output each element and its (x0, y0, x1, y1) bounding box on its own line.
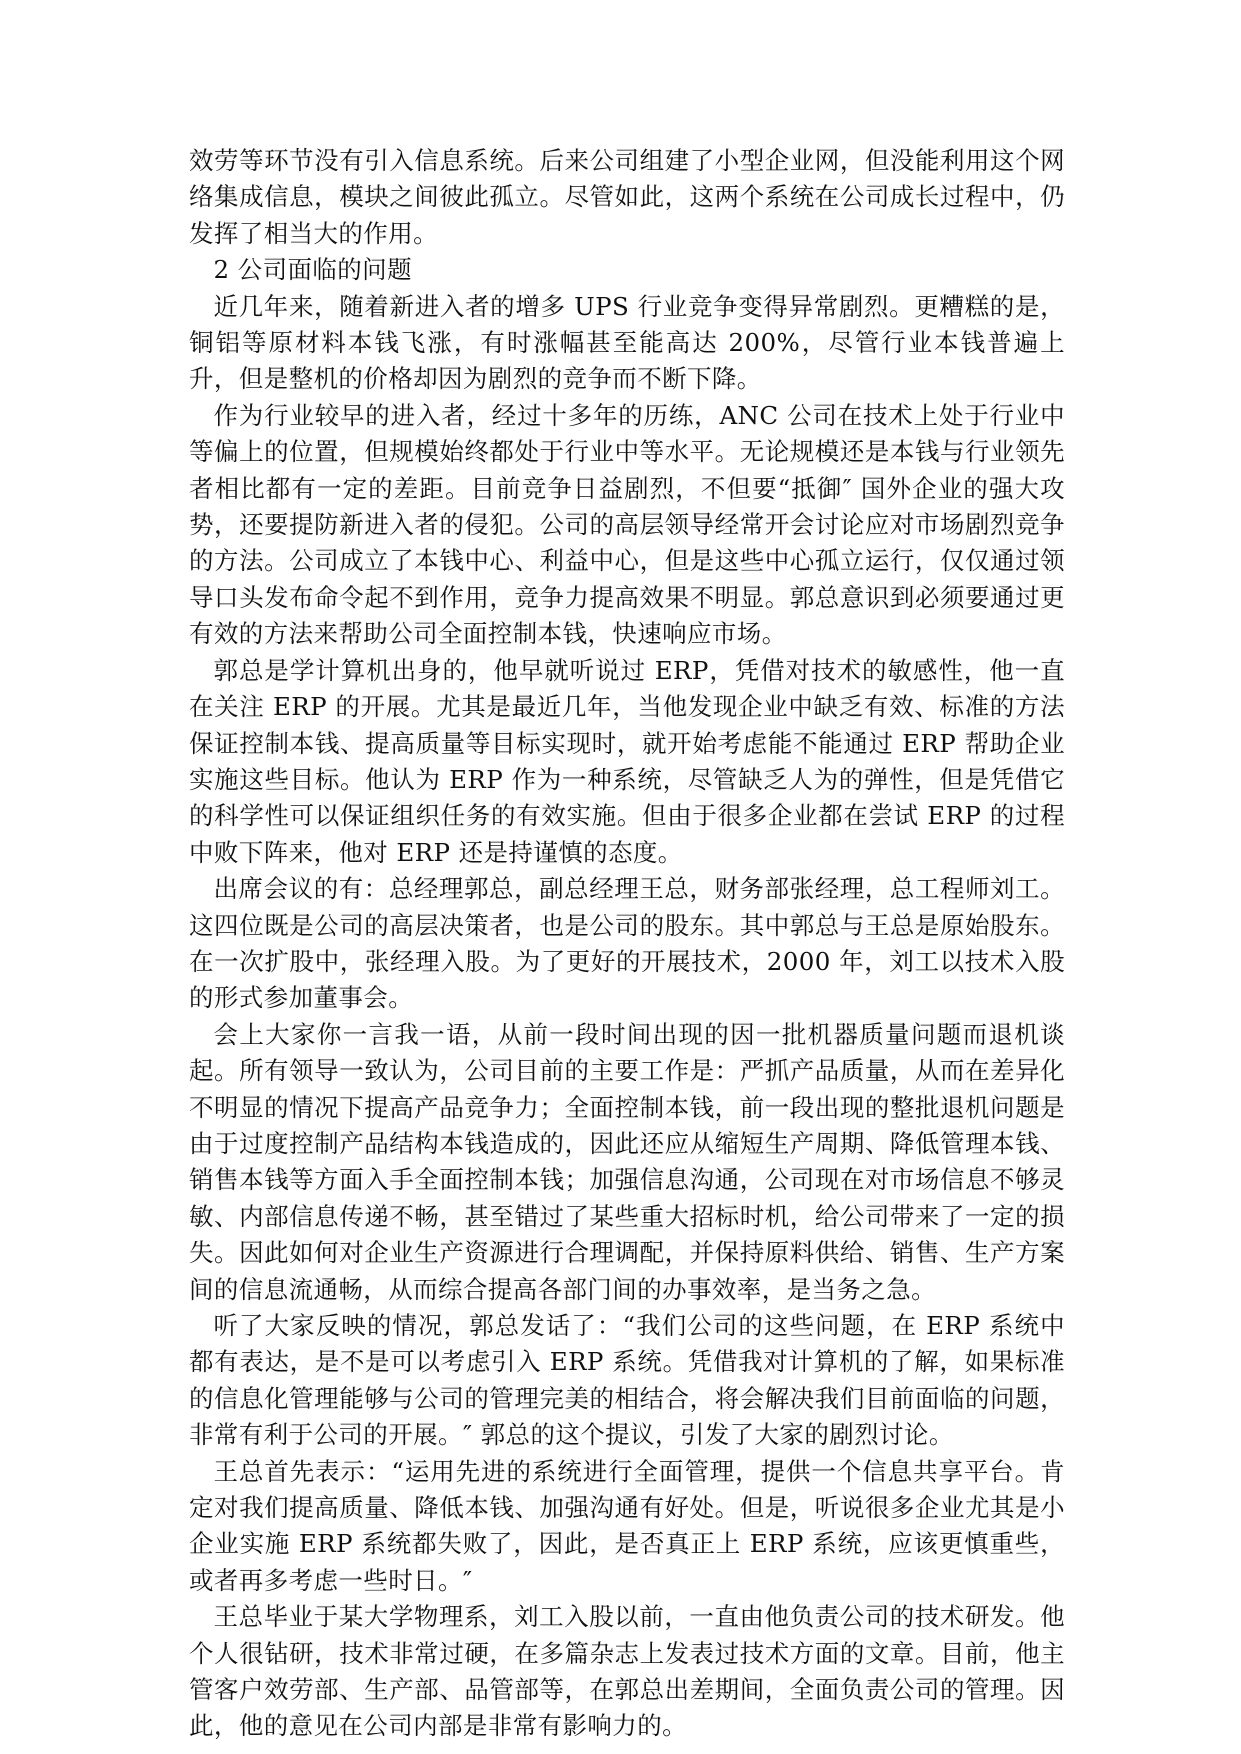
paragraph-company-position: 作为行业较早的进入者，经过十多年的历练，ANC 公司在技术上处于行业中等偏上的位置，但规模始终都处于行业中等水平。无论规模还是本钱与行业领先者相比都有一定的差距。目前竞争日益剧烈，不但要“抵御″ 国外企业的强大攻势，还要提防新进入者的侵犯。公司的高层领导经常开会讨论应对市场剧烈竞争的方法。公司成立了本钱中心、利益中心，但是这些中心孤立运行，仅仅通过领导口头发布命令起不到作用，竞争力提高效果不明显。郭总意识到必须要通过更有效的方法来帮助公司全面控制本钱，快速响应市场。 (189, 400, 1065, 649)
paragraph-meeting-discussion: 会上大家你一言我一语，从前一段时间出现的因一批机器质量问题而退机谈起。所有领导一致认为，公司目前的主要工作是：严抓产品质量，从而在差异化不明显的情况下提高产品竞争力；全面控制本钱，前一段出现的整批退机问题是由于过度控制产品结构本钱造成的，因此还应从缩短生产周期、降低管理本钱、销售本钱等方面入手全面控制本钱；加强信息沟通，公司现在对市场信息不够灵敏、内部信息传递不畅，甚至错过了某些重大招标时机，给公司带来了一定的损失。因此如何对企业生产资源进行合理调配，并保持原料供给、销售、生产方案间的信息流通畅，从而综合提高各部门间的办事效率，是当务之急。 (189, 1019, 1065, 1304)
paragraph-guo-proposal: 听了大家反映的情况，郭总发话了：“我们公司的这些问题，在 ERP 系统中都有表达，是不是可以考虑引入 ERP 系统。凭借我对计算机的了解，如果标准的信息化管理能够与公司的管理完美的相结合，将会解决我们目前面临的问题，非常有利于公司的开展。″ 郭总的这个提议，引发了大家的剧烈讨论。 (189, 1311, 1065, 1450)
section-heading: 2 公司面临的问题 (213, 255, 412, 285)
paragraph-wang-response: 王总首先表示：“运用先进的系统进行全面管理，提供一个信息共享平台。肯定对我们提高质量、降低本钱、加强沟通有好处。但是，听说很多企业尤其是小企业实施 ERP 系统都失败了，因此，是否真正上 ERP 系统，应该更慎重些，或者再多考虑一些时日。″ (189, 1456, 1065, 1595)
paragraph-guo-erp-interest: 郭总是学计算机出身的，他早就听说过 ERP，凭借对技术的敏感性，他一直在关注 ERP 的开展。尤其是最近几年，当他发现企业中缺乏有效、标准的方法保证控制本钱、提高质量等目标实现时，就开始考虑能不能通过 ERP 帮助企业实施这些目标。他认为 ERP 作为一种系统，尽管缺乏人为的弹性，但是凭借它的科学性可以保证组织任务的有效实施。但由于很多企业都在尝试 ERP 的过程中败下阵来，他对 ERP 还是持谨慎的态度。 (189, 655, 1065, 867)
paragraph-meeting-attendees: 出席会议的有：总经理郭总，副总经理王总，财务部张经理，总工程师刘工。这四位既是公司的高层决策者，也是公司的股东。其中郭总与王总是原始股东。在一次扩股中，张经理入股。为了更好的开展技术，2000 年，刘工以技术入股的形式参加董事会。 (189, 874, 1065, 1013)
paragraph-wang-background: 王总毕业于某大学物理系，刘工入股以前，一直由他负责公司的技术研发。他个人很钻研，技术非常过硬，在多篇杂志上发表过技术方面的文章。目前，他主管客户效劳部、生产部、品管部等，在郭总出差期间，全面负责公司的管理。因此，他的意见在公司内部是非常有影响力的。 (189, 1602, 1065, 1741)
paragraph-industry-competition: 近几年来，随着新进入者的增多 UPS 行业竞争变得异常剧烈。更糟糕的是，铜铝等原材料本钱飞涨，有时涨幅甚至能高达 200%，尽管行业本钱普遍上升，但是整机的价格却因为剧烈的竞争而不断下降。 (189, 291, 1065, 394)
document-page (189, 143, 1065, 1745)
paragraph-continuation: 效劳等环节没有引入信息系统。后来公司组建了小型企业网，但没能利用这个网络集成信息，模块之间彼此孤立。尽管如此，这两个系统在公司成长过程中，仍发挥了相当大的作用。 (189, 146, 1065, 248)
